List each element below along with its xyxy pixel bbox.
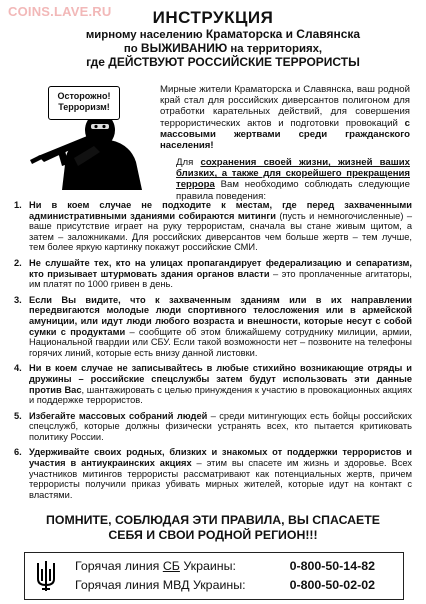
hotlines-box xyxy=(24,552,404,600)
closing-line-2: СЕБЯ И СВОИ РОДНОЙ РЕГИОН!!! xyxy=(108,528,318,542)
subtitle-line-1-highlight: Краматорска и Славянска xyxy=(205,27,361,41)
rule-number: 6. xyxy=(14,447,22,458)
rule-lead: Удерживайте своих родных, близких и знакомых от поддержки террористов и участия в антиукраинских акциях xyxy=(29,447,412,469)
rule-text: – это проплаченные агитаторы, им платят по 1000 гривен в день. xyxy=(29,268,412,290)
instructions-lead-pre: Для xyxy=(176,157,201,168)
subtitle xyxy=(40,28,406,69)
hotline-phone: 0-800-50-02-02 xyxy=(289,578,375,592)
intro-paragraph xyxy=(160,84,410,151)
subtitle-line-2 xyxy=(40,42,406,56)
instructions-lead xyxy=(12,157,410,202)
hotline-label-underlined: СБ xyxy=(162,559,180,573)
instructions-lead-underlined: сохранения своей жизни, жизней ваших близких, а также для скорейшего прекращения террора xyxy=(176,157,410,191)
hotline-mvd xyxy=(75,578,375,592)
watermark: COINS.LAVE.RU xyxy=(8,4,112,19)
subtitle-line-2-pre: по xyxy=(123,43,141,55)
subtitle-line-1 xyxy=(40,28,406,42)
trident-icon xyxy=(33,559,59,593)
rule-text: , шантажировать с целью принуждения к участию в провокационных акциях и поддержке террористов. xyxy=(29,384,412,406)
rule-text: – среди митингующих есть бойцы российских спецслужб, которые должны физически устранять всех, кто пытается критиковать политику России. xyxy=(29,410,412,442)
hotline-label-post: Украины: xyxy=(179,559,236,573)
rule-number: 1. xyxy=(14,200,22,210)
subtitle-line-2-post: на территориях, xyxy=(227,43,323,55)
rule-item xyxy=(12,295,412,359)
hotline-sbu xyxy=(75,559,375,573)
subtitle-line-2-highlight: ВЫЖИВАНИЮ xyxy=(140,41,228,55)
rule-item xyxy=(12,411,412,443)
closing-statement xyxy=(0,513,426,543)
rule-text: – этим вы спасете им жизнь и здоровье. Всех участников митингов террористы рассматривают как потенциальных жертв, причем террористы получили приказ убивать мирных жителей, которые идут на контакт с властями. xyxy=(29,458,412,500)
subtitle-line-1-pre: мирному населению xyxy=(85,29,206,41)
rule-lead: Избегайте массовых собраний людей xyxy=(29,410,208,421)
intro-text: Мирные жители Краматорска и Славянска, ваш родной край стал для российских диверсантов полигоном для отработки карательных действий, для совершения террористических актов и подготовки провокаций xyxy=(160,84,410,129)
subtitle-line-3: где ДЕЙСТВУЮТ РОССИЙСКИЕ ТЕРРОРИСТЫ xyxy=(86,55,360,69)
rule-item xyxy=(12,200,412,253)
warning-sign-line-2: Терроризм! xyxy=(58,102,110,112)
rule-number: 5. xyxy=(14,410,22,421)
page-title: ИНСТРУКЦИЯ xyxy=(152,8,274,27)
hotline-phone: 0-800-50-14-82 xyxy=(289,559,375,573)
hotline-label xyxy=(75,559,265,573)
rule-lead: Ни в коем случае не записывайтесь в любые стихийно возникающие отряды и дружины – российские спецслужбы затем будут использовать эти данные против Вас xyxy=(29,363,412,395)
hotline-label-pre: Горячая линия xyxy=(75,559,163,573)
rule-number: 2. xyxy=(14,257,22,268)
rules-list xyxy=(12,200,412,505)
intro-bold-text: с массовыми жертвами среди гражданского населения! xyxy=(160,117,410,152)
rule-number: 4. xyxy=(14,363,22,374)
rule-item xyxy=(12,363,412,405)
rule-text: (пусть и немногочисленные) – ваше присутствие играет на руку террористам, сначала вы стане живым щитом, а затем – заложниками. Для российских диверсантов чем больше жертв – тем лучше, тем более яркую картинку покажут российские СМИ. xyxy=(29,210,412,253)
instructions-lead-post: Вам необходимо соблюдать следующие правила поведения: xyxy=(176,179,410,202)
rule-lead: Ни в коем случае не подходите к местам, где перед захваченными административными зданиями собираются митинги xyxy=(29,200,412,221)
hotline-label: Горячая линия МВД Украины: xyxy=(75,578,246,592)
instructions-lead-text xyxy=(176,157,410,202)
rule-item xyxy=(12,447,412,500)
closing-line-1: ПОМНИТЕ, СОБЛЮДАЯ ЭТИ ПРАВИЛА, ВЫ СПАСАЕТЕ xyxy=(46,513,380,527)
rule-lead: Не слушайте тех, кто на улицах пропагандирует федерализацию и сепаратизм, кто призывает штурмовать здания органов власти xyxy=(29,257,412,279)
rule-lead: Если Вы видите, что к захваченным зданиям или в их направлении передвигаются молодые люди спортивного телосложения или в армейской амуниции, или идут люди любого возраста и внешности, которые несут с собой сумки с продуктами xyxy=(29,294,412,337)
warning-sign xyxy=(48,86,120,120)
rule-number: 3. xyxy=(14,294,22,305)
rule-item xyxy=(12,258,412,290)
rule-text: – сообщите об этом ближайшему сотруднику милиции, армии, Национальной гвардии или СБУ. Если такой возможности нет – позвоните на телефоны горячих линий, которые есть внизу данной листовки. xyxy=(29,326,412,358)
warning-sign-line-1: Осторожно! xyxy=(57,91,111,101)
